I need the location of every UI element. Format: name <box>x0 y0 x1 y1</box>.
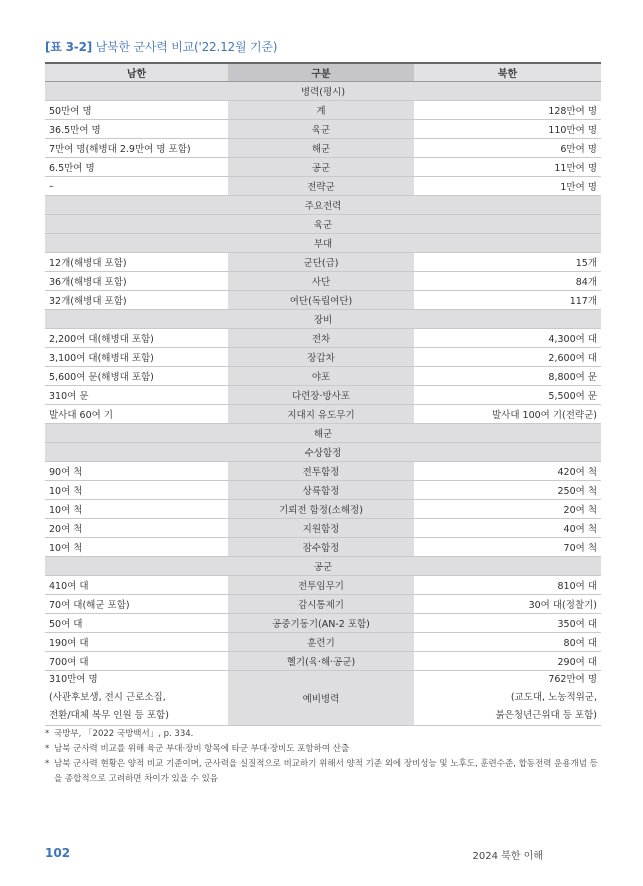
south-korea-value: 50만여 명 <box>45 101 228 120</box>
footnote <box>45 727 605 742</box>
section-label: 수상함정 <box>45 443 601 462</box>
north-korea-value: 15개 <box>414 253 601 272</box>
table-row <box>45 595 601 614</box>
south-korea-value: 20여 척 <box>45 519 228 538</box>
table-header-row <box>45 63 601 82</box>
cell-line: (사관후보생, 전시 근로소집, <box>49 692 166 703</box>
footnote-marker: * <box>45 729 50 739</box>
section-label: 부대 <box>45 234 601 253</box>
category-label: 사단 <box>228 272 414 291</box>
south-korea-value: 90여 척 <box>45 462 228 481</box>
north-korea-value: 1만여 명 <box>414 177 601 196</box>
category-label: 육군 <box>228 120 414 139</box>
south-korea-value: 310여 문 <box>45 386 228 405</box>
table-body <box>45 82 601 726</box>
section-header-row <box>45 310 601 329</box>
table-row <box>45 272 601 291</box>
cell-line: 310만여 명 <box>49 674 98 685</box>
footnote-text: 남북 군사력 비교를 위해 육군 부대·장비 항목에 타군 부대·장비도 포함하여 산출 <box>54 744 350 754</box>
table-row <box>45 405 601 424</box>
south-korea-value <box>45 671 228 726</box>
footnote <box>45 742 605 757</box>
south-korea-value: 10여 척 <box>45 500 228 519</box>
table-row <box>45 652 601 671</box>
category-label: 공중기동기(AN-2 포함) <box>228 614 414 633</box>
table-row <box>45 538 601 557</box>
south-korea-value: 3,100여 대(해병대 포함) <box>45 348 228 367</box>
cell-line: 762만여 명 <box>548 674 597 685</box>
north-korea-value: 110만여 명 <box>414 120 601 139</box>
page-number: 102 <box>45 846 71 860</box>
table-row <box>45 462 601 481</box>
footnote-text: 남북 군사력 현황은 양적 비교 기준이며, 군사력을 실질적으로 비교하기 위해서 양적 기준 외에 장비성능 및 노후도, 훈련수준, 합동전력 운용개념 등을 종합적으로 고려하면 차이가 있을 수 있음 <box>54 759 598 784</box>
table-row-reserve <box>45 671 601 726</box>
south-korea-value: 36개(해병대 포함) <box>45 272 228 291</box>
section-header-row <box>45 557 601 576</box>
table-row <box>45 120 601 139</box>
table-row <box>45 576 601 595</box>
south-korea-value: 50여 대 <box>45 614 228 633</box>
military-comparison-table <box>45 62 601 726</box>
north-korea-value: 11만여 명 <box>414 158 601 177</box>
category-label: 전투함정 <box>228 462 414 481</box>
section-label: 주요전력 <box>45 196 601 215</box>
table-row <box>45 329 601 348</box>
footnote-text: 국방부, 「2022 국방백서」, p. 334. <box>54 729 194 739</box>
header-north-korea: 북한 <box>414 63 601 82</box>
section-header-row <box>45 196 601 215</box>
section-header-row <box>45 82 601 101</box>
table-number: [표 3-2] <box>45 40 93 54</box>
north-korea-value <box>414 671 601 726</box>
south-korea-value: 2,200여 대(해병대 포함) <box>45 329 228 348</box>
category-label: 예비병력 <box>228 671 414 726</box>
footnote-marker: * <box>45 759 50 769</box>
north-korea-value: 350여 대 <box>414 614 601 633</box>
south-korea-value: 10여 척 <box>45 538 228 557</box>
category-label: 공군 <box>228 158 414 177</box>
section-header-row <box>45 443 601 462</box>
south-korea-value: 410여 대 <box>45 576 228 595</box>
header-category: 구분 <box>228 63 414 82</box>
section-label: 공군 <box>45 557 601 576</box>
south-korea-value: 6.5만여 명 <box>45 158 228 177</box>
south-korea-value: 700여 대 <box>45 652 228 671</box>
north-korea-value: 2,600여 대 <box>414 348 601 367</box>
table-row <box>45 291 601 310</box>
south-korea-value: 발사대 60여 기 <box>45 405 228 424</box>
table-title: 남북한 군사력 비교('22.12월 기준) <box>95 40 278 54</box>
north-korea-value: 8,800여 문 <box>414 367 601 386</box>
north-korea-value: 810여 대 <box>414 576 601 595</box>
category-label: 전략군 <box>228 177 414 196</box>
north-korea-value: 84개 <box>414 272 601 291</box>
category-label: 상륙함정 <box>228 481 414 500</box>
category-label: 기뢰전 함정(소해정) <box>228 500 414 519</box>
footnote <box>45 757 605 787</box>
section-header-row <box>45 424 601 443</box>
table-row <box>45 500 601 519</box>
north-korea-value: 30여 대(정찰기) <box>414 595 601 614</box>
book-title: 2024 북한 이해 <box>472 851 543 862</box>
category-label: 잠수함정 <box>228 538 414 557</box>
south-korea-value: 36.5만여 명 <box>45 120 228 139</box>
table-row <box>45 177 601 196</box>
section-header-row <box>45 234 601 253</box>
north-korea-value: 420여 척 <box>414 462 601 481</box>
north-korea-value: 6만여 명 <box>414 139 601 158</box>
category-label: 훈련기 <box>228 633 414 652</box>
north-korea-value: 40여 척 <box>414 519 601 538</box>
south-korea-value: 190여 대 <box>45 633 228 652</box>
south-korea-value: 10여 척 <box>45 481 228 500</box>
north-korea-value: 128만여 명 <box>414 101 601 120</box>
category-label: 장갑차 <box>228 348 414 367</box>
south-korea-value: 70여 대(해군 포함) <box>45 595 228 614</box>
category-label: 계 <box>228 101 414 120</box>
north-korea-value: 250여 척 <box>414 481 601 500</box>
footnotes <box>45 727 605 787</box>
category-label: 해군 <box>228 139 414 158</box>
table-caption <box>45 38 277 55</box>
category-label: 헬기(육·해·공군) <box>228 652 414 671</box>
cell-line: (교도대, 노농적위군, <box>510 692 597 703</box>
south-korea-value: 7만여 명(해병대 2.9만여 명 포함) <box>45 139 228 158</box>
category-label: 전차 <box>228 329 414 348</box>
section-label: 장비 <box>45 310 601 329</box>
table-row <box>45 158 601 177</box>
north-korea-value: 20여 척 <box>414 500 601 519</box>
cell-line: 붉은청년근위대 등 포함) <box>495 710 597 721</box>
section-label: 해군 <box>45 424 601 443</box>
category-label: 여단(독립여단) <box>228 291 414 310</box>
section-label: 육군 <box>45 215 601 234</box>
footnote-marker: * <box>45 744 50 754</box>
table-row <box>45 253 601 272</box>
table-row <box>45 348 601 367</box>
north-korea-value: 70여 척 <box>414 538 601 557</box>
north-korea-value: 117개 <box>414 291 601 310</box>
section-label: 병력(평시) <box>45 82 601 101</box>
south-korea-value: 5,600여 문(해병대 포함) <box>45 367 228 386</box>
category-label: 전투임무기 <box>228 576 414 595</box>
north-korea-value: 290여 대 <box>414 652 601 671</box>
south-korea-value: 12개(해병대 포함) <box>45 253 228 272</box>
header-south-korea: 남한 <box>45 63 228 82</box>
category-label: 지원함정 <box>228 519 414 538</box>
south-korea-value: – <box>45 177 228 196</box>
north-korea-value: 발사대 100여 기(전략군) <box>414 405 601 424</box>
table-row <box>45 386 601 405</box>
section-header-row <box>45 215 601 234</box>
category-label: 다련장·방사포 <box>228 386 414 405</box>
north-korea-value: 4,300여 대 <box>414 329 601 348</box>
table-row <box>45 101 601 120</box>
category-label: 지대지 유도무기 <box>228 405 414 424</box>
cell-line: 전환/대체 복무 인원 등 포함) <box>49 710 169 721</box>
north-korea-value: 80여 대 <box>414 633 601 652</box>
category-label: 야포 <box>228 367 414 386</box>
north-korea-value: 5,500여 문 <box>414 386 601 405</box>
south-korea-value: 32개(해병대 포함) <box>45 291 228 310</box>
category-label: 군단(급) <box>228 253 414 272</box>
table-row <box>45 633 601 652</box>
table-row <box>45 139 601 158</box>
table-row <box>45 367 601 386</box>
table-row <box>45 614 601 633</box>
table-row <box>45 519 601 538</box>
table-row <box>45 481 601 500</box>
category-label: 감시통제기 <box>228 595 414 614</box>
